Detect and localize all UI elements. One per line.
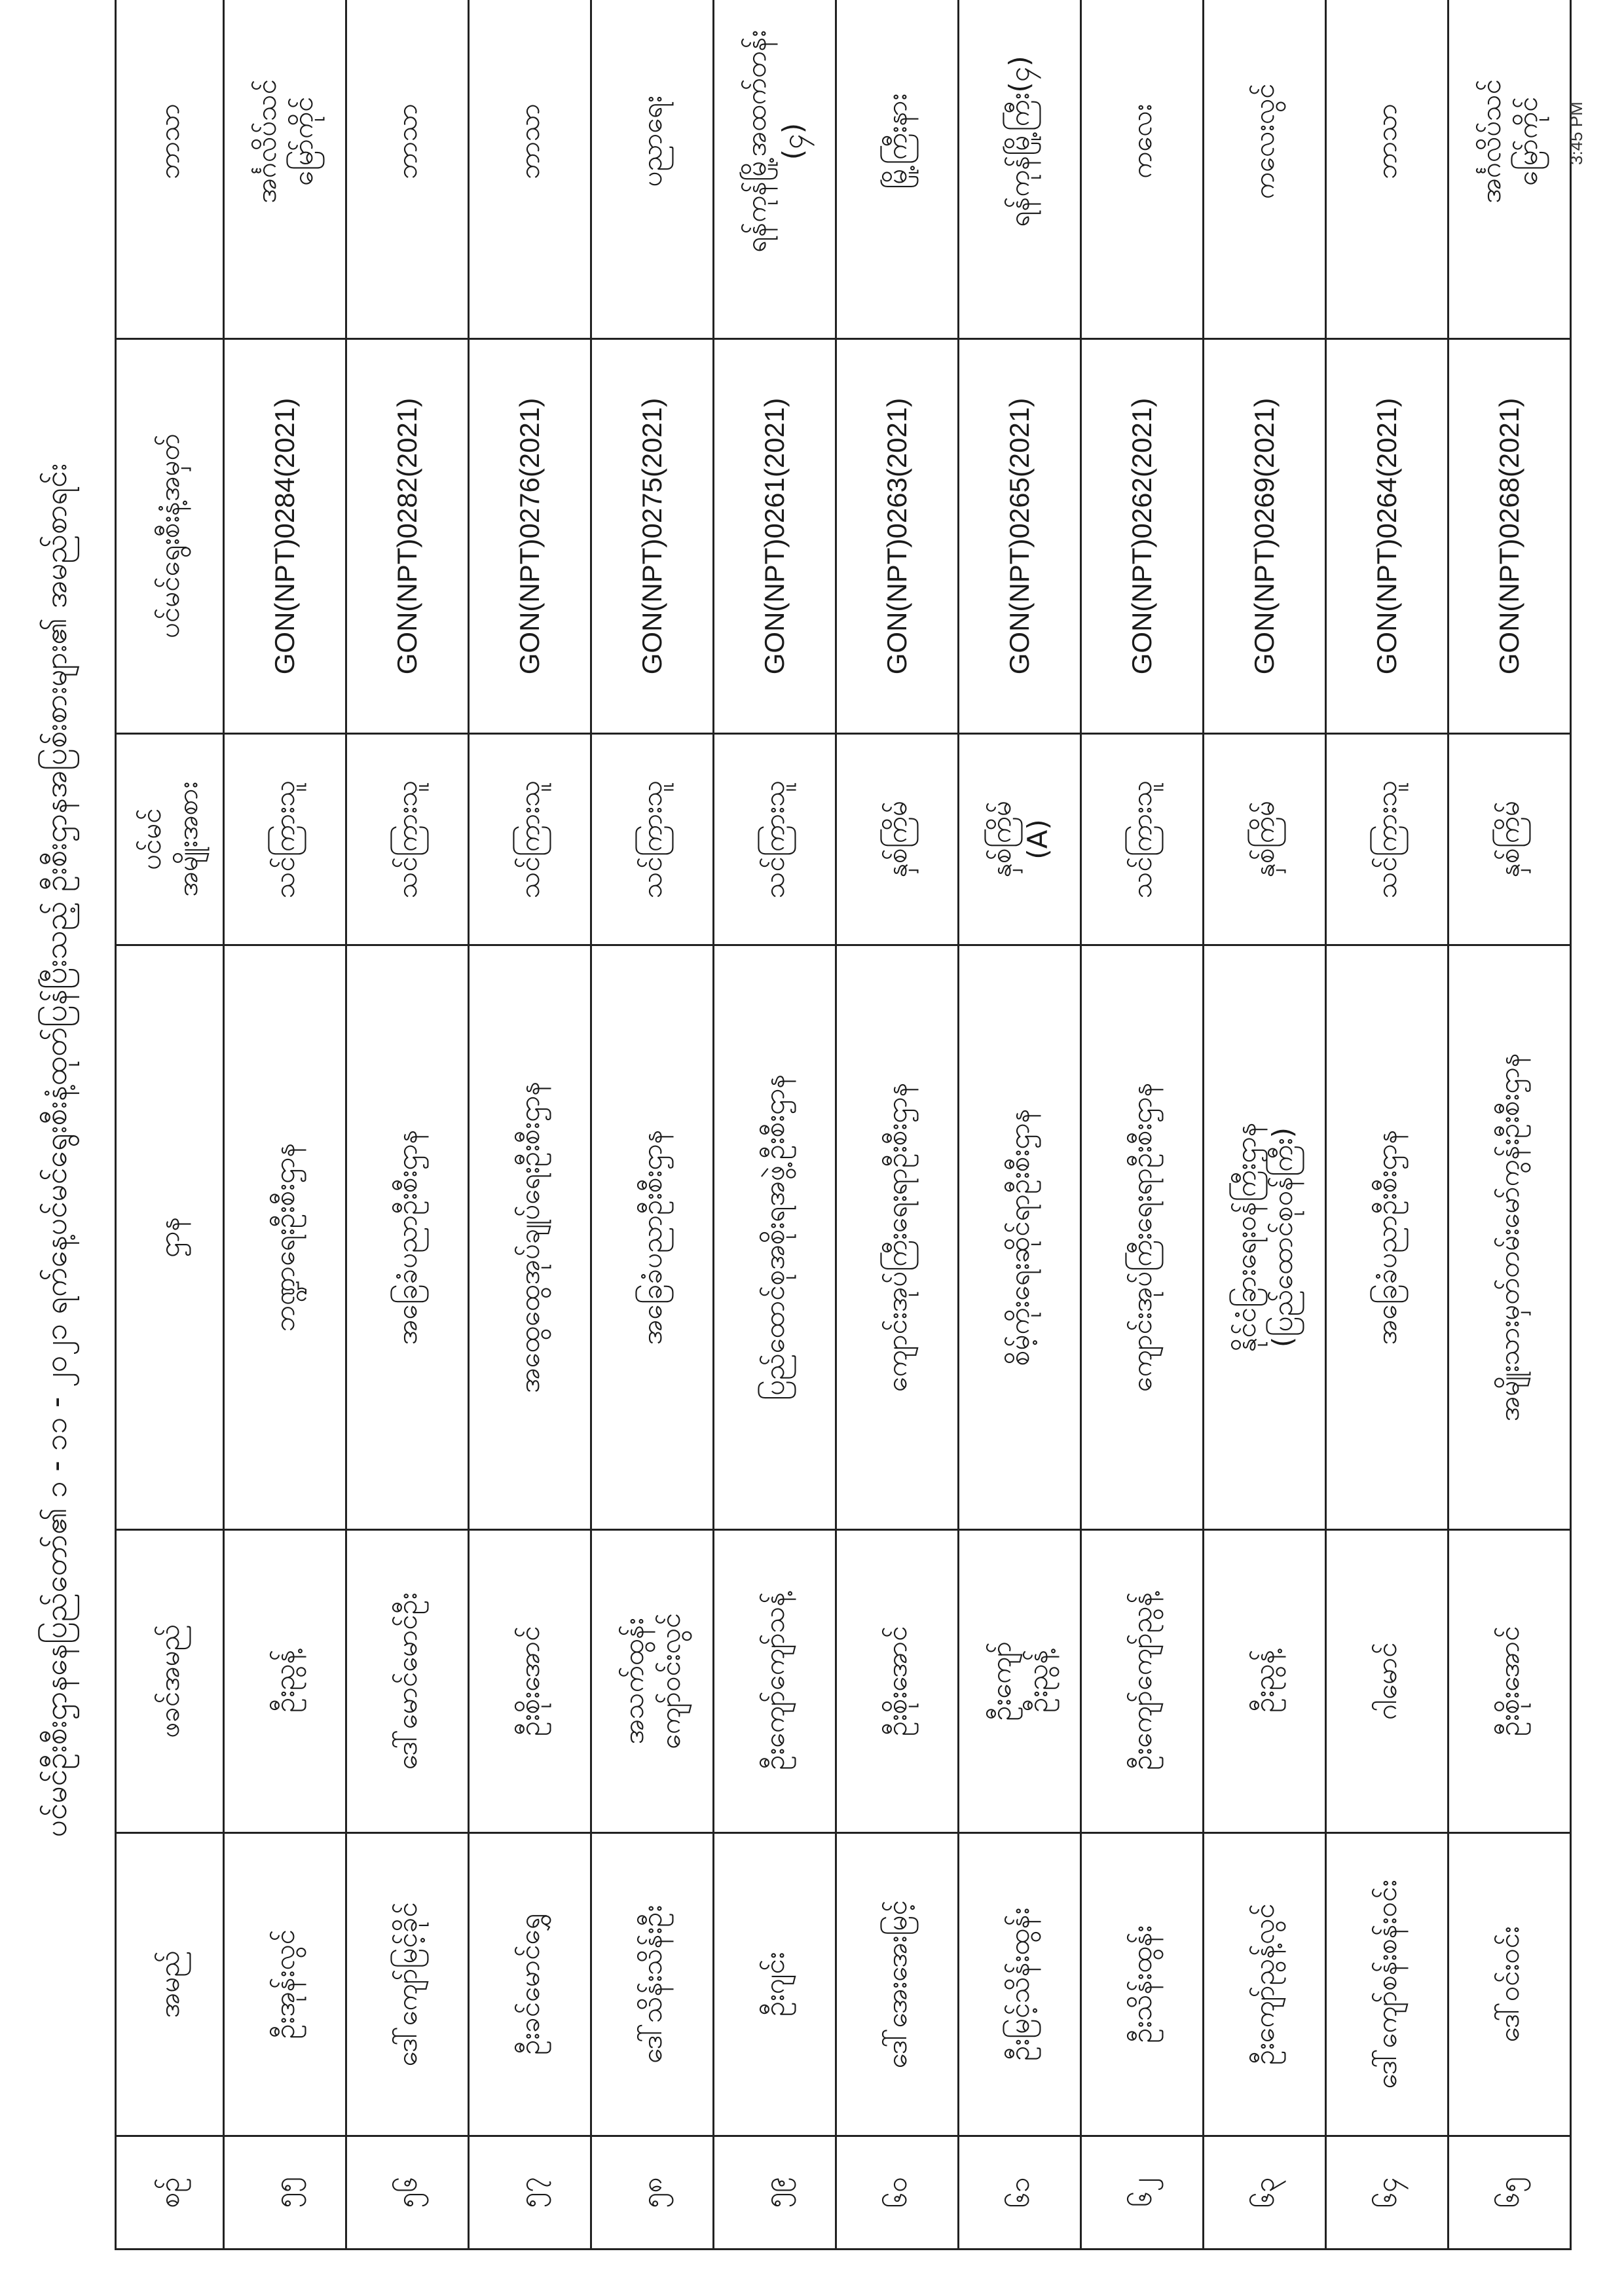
header-name: အမည် [116, 1833, 224, 2136]
cell-name: ဒေါ်အေးအေးမြင့် [836, 1833, 959, 2136]
cell-license-number: GON(NPT)0269(2021) [1204, 339, 1326, 734]
cell-subject: ပညာရေး [591, 0, 714, 339]
cell-license-type: နှစ်ကြိမ် [1204, 734, 1326, 945]
cell-license-number: GON(NPT)0261(2021) [714, 339, 836, 734]
cell-no: ၆၂ [1081, 2136, 1204, 2250]
cell-father-name: ဦးစိုးအောင် [1449, 1530, 1571, 1833]
cell-no: ၆၄ [1326, 2136, 1449, 2250]
cell-subject: ဘာသာ [346, 0, 469, 339]
cell-no: ၅၈ [591, 2136, 714, 2250]
header-license-number: ပင်မင်ရွေးစီးနံ့အမှတ် [116, 339, 224, 734]
table-row [959, 0, 1081, 2250]
cell-department: အခြေခံပညာဦးစီးဌာန [346, 945, 469, 1530]
cell-license-type: သင်ကြားသူ [224, 734, 346, 945]
cell-father-name: ဦးစိုးအောင် [469, 1530, 591, 1833]
cell-no: ၅၇ [469, 2136, 591, 2250]
cell-subject: အင်္ဂလိပ်သင် မြော်ကိုင် [1449, 0, 1571, 339]
cell-license-type: နှစ်ကြိမ် (A) [959, 734, 1081, 945]
cell-father-name: ဂါမောင် [1326, 1530, 1449, 1833]
table-row [1449, 0, 1571, 2250]
cell-father-name: ဒေါ်မောင်မောင်ဦး [346, 1530, 469, 1833]
cell-no: ၅၅ [224, 2136, 346, 2250]
table-row [1326, 0, 1449, 2250]
cell-father-name: အသက်ထွန်း ကျော်ဝင်းလွင် [591, 1530, 714, 1833]
table-row [1204, 0, 1326, 2250]
cell-name: ဦးအုန်းလွင် [224, 1833, 346, 2136]
cell-subject: ရန်ကုန်မြို့အထက်တန်း (၄) [714, 0, 836, 339]
cell-department: ကျောင်းအုပ်ကြီးရေးရာဦးစီးဌာန [1081, 945, 1204, 1530]
header-father-name: ဖခင်အမည် [116, 1530, 224, 1833]
table-row [714, 0, 836, 2250]
cell-father-name: ဦးကျော် ဦးညွန့် [959, 1530, 1081, 1833]
cell-license-number: GON(NPT)0275(2021) [591, 339, 714, 734]
cell-department: အမျိုးသားမှတ်တမ်းမော်ကွန်းဦးစီးဌာန [1449, 945, 1571, 1530]
cell-no: ၆၅ [1449, 2136, 1571, 2250]
cell-license-type: နှစ်ကြိမ် [836, 734, 959, 945]
cell-department: နိုင်ငံခြားရေးဝန်ကြီးဌာန (ပြည်ထောင်စုဝန်ကြီး) [1204, 945, 1326, 1530]
cell-license-type: သင်ကြားသူ [469, 734, 591, 945]
cell-subject: ရန်ကုန်မြို့ကြီး(၄) [959, 0, 1081, 339]
cell-name: ဒေါ်ဝင်းဝင်း [1449, 1833, 1571, 2136]
table-row [836, 0, 959, 2250]
table-row [224, 0, 346, 2250]
cell-license-type: သင်ကြားသူ [1326, 734, 1449, 945]
cell-name: ဦးသိန်းထွန်း [1081, 1833, 1204, 2136]
cell-department: ပြည်ထောင်စုအစိုးရအဖွဲ့ဦးစီးဌာန [714, 945, 836, 1530]
cell-name: ဦးမြင့်သိန်းထွန်း [959, 1833, 1081, 2136]
cell-license-number: GON(NPT)0262(2021) [1081, 339, 1204, 734]
cell-license-type: သင်ကြားသူ [1081, 734, 1204, 945]
cell-subject: ဘာသာ [1326, 0, 1449, 339]
cell-name: ဦးဂျင်း [714, 1833, 836, 2136]
cell-subject: ဘာသာ [469, 0, 591, 339]
table-row [591, 0, 714, 2250]
cell-department: အထွေထွေအုပ်ချုပ်ရေးဦးစီးဌာန [469, 945, 591, 1530]
cell-license-number: GON(NPT)0263(2021) [836, 339, 959, 734]
page-title: ပင်မင်ဦးစီးဌာနနေပြည်တော်၏ ၁ - ၁၁ - ၂၀၂၁ ရက်နေ့ပင်မင်ရွေးစီးနံ့ထုတ်ပြန်ပြီးသည့် ဦးစီးဌာနအပြစ်းစားများ၏ အမည်စာရင်း [38, 463, 73, 1838]
cell-father-name: ဦးညွန့် [1204, 1530, 1326, 1833]
cell-license-type: နှစ်ကြိမ် [1449, 734, 1571, 945]
cell-license-type: သင်ကြားသူ [346, 734, 469, 945]
cell-father-name: ဦးကျော်ကျော်ညွန့် [1081, 1530, 1204, 1833]
cell-name: ဒေါ်ကျော်မြင့်ခိုင် [346, 1833, 469, 2136]
cell-department: ဘဏ္ဍာရေးဦးစီးဌာန [224, 945, 346, 1530]
cell-license-type: သင်ကြားသူ [591, 734, 714, 945]
cell-license-number: GON(NPT)0276(2021) [469, 339, 591, 734]
cell-department: ကျောင်းအုပ်ကြီးရေးရာဦးစီးဌာန [836, 945, 959, 1530]
cell-subject: အင်္ဂလိပ်သင် မြော်ကိုင် [224, 0, 346, 339]
cell-subject: ကလေး [1081, 0, 1204, 339]
cell-department: စိမ့်ကိုးရေးဆိုင်ရာဦးစီးဌာန [959, 945, 1081, 1530]
cell-no: ၅၆ [346, 2136, 469, 2250]
header-department: ဌာန [116, 945, 224, 1530]
header-subject: ဘာသာ [116, 0, 224, 339]
header-license-type: ပင်မင် အမျိုးအစား [116, 734, 224, 945]
cell-subject: မြို့ကြီးနား [836, 0, 959, 339]
table-header-row [116, 0, 224, 2250]
table-row [469, 0, 591, 2250]
table-row [346, 0, 469, 2250]
cell-father-name: ဦးစိုးအောင် [836, 1530, 959, 1833]
cell-name: ဦးခင်မောင်ရွှေ [469, 1833, 591, 2136]
applicant-table [115, 0, 1572, 2250]
cell-license-number: GON(NPT)0284(2021) [224, 339, 346, 734]
cell-no: ၅၉ [714, 2136, 836, 2250]
cell-department: အခြေခံပညာဦးစီးဌာန [591, 945, 714, 1530]
cell-name: ဒေါ်ကျော်စန်းစန်းဝင်း [1326, 1833, 1449, 2136]
table-row [1081, 0, 1204, 2250]
cell-department: အခြေခံပညာဦးစီးဌာန [1326, 945, 1449, 1530]
cell-license-number: GON(NPT)0282(2021) [346, 339, 469, 734]
cell-license-number: GON(NPT)0268(2021) [1449, 339, 1571, 734]
cell-no: ၆၀ [836, 2136, 959, 2250]
cell-license-number: GON(NPT)0264(2021) [1326, 339, 1449, 734]
header-no: စဉ် [116, 2136, 224, 2250]
cell-license-type: သင်ကြားသူ [714, 734, 836, 945]
cell-father-name: ဦးညွန့် [224, 1530, 346, 1833]
scan-timestamp: 3:45 PM [1566, 101, 1586, 165]
cell-name: ဒေါ်သိန်းသိန်းဦး [591, 1833, 714, 2136]
cell-name: ဦးကျော်ညွန့်လွင် [1204, 1833, 1326, 2136]
cell-father-name: ဦးကျော်ကျော်သန့် [714, 1530, 836, 1833]
cell-no: ၆၁ [959, 2136, 1081, 2250]
cell-no: ၆၃ [1204, 2136, 1326, 2250]
cell-subject: ကလေးလွင် [1204, 0, 1326, 339]
cell-license-number: GON(NPT)0265(2021) [959, 339, 1081, 734]
